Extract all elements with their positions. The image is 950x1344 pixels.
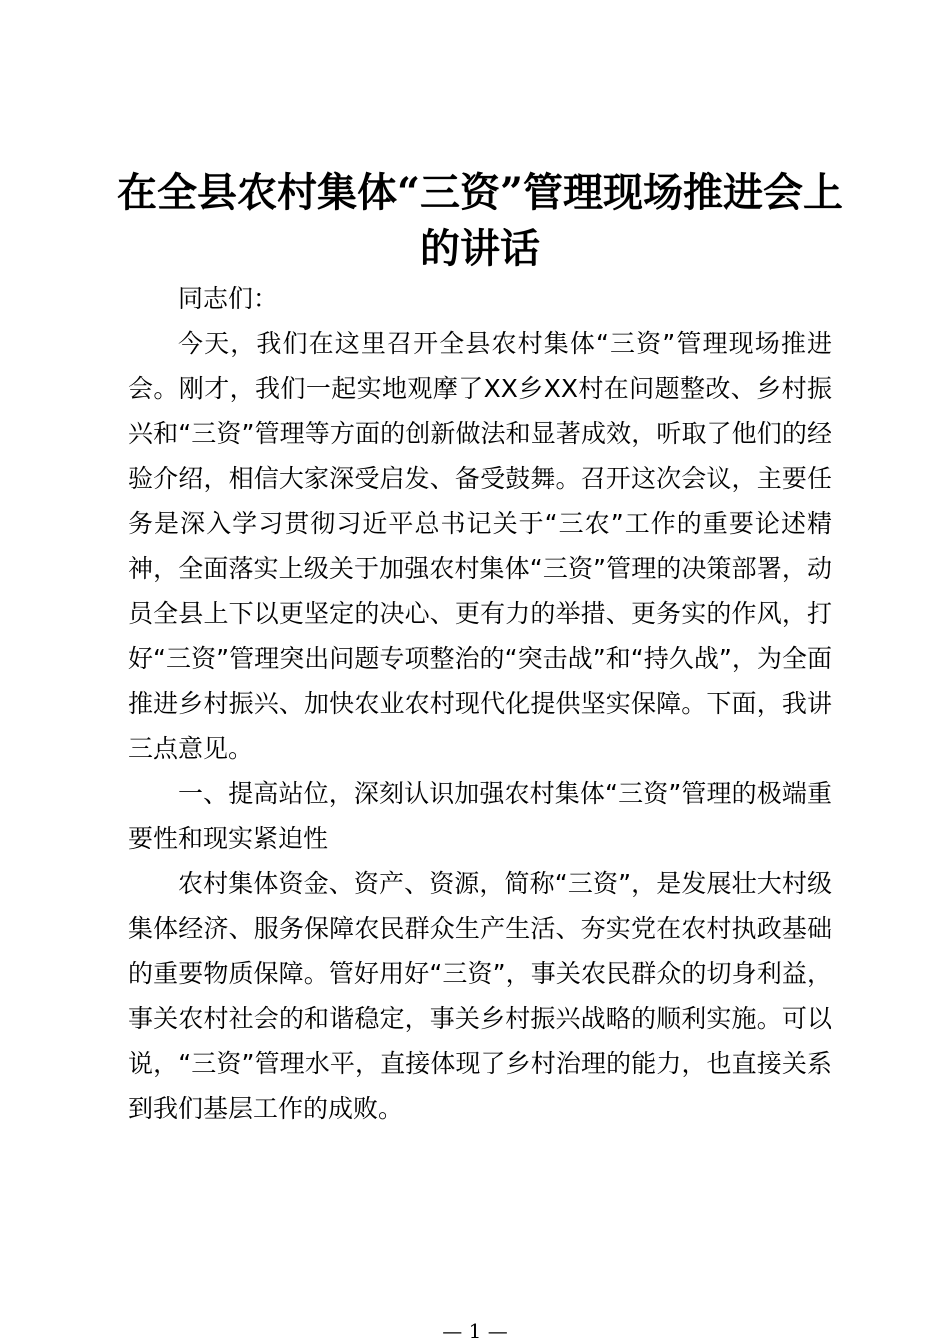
paragraph-intro: 今天，我们在这里召开全县农村集体“三资”管理现场推进会。刚才，我们一起实地观摩了XX乡XX村在问题整改、乡村振兴和“三资”管理等方面的创新做法和显著成效，听取了他们的经验介绍，相信大家深受启发、备受鼓舞。召开这次会议，主要任务是深入学习贯彻习近平总书记关于“三农”工作的重要论述精神，全面落实上级关于加强农村集体“三资”管理的决策部署，动员全县上下以更坚定的决心、更有力的举措、更务实的作风，打好“三资”管理突出问题专项整治的“突击战”和“持久战”，为全面推进乡村振兴、加快农业农村现代化提供坚实保障。下面，我讲三点意见。 [128, 329, 832, 763]
salutation: 同志们： [178, 284, 279, 313]
page-number: — 1 — [442, 1319, 508, 1343]
document-title: 在全县农村集体“三资”管理现场推进会上的讲话 [116, 169, 843, 272]
document-body [128, 276, 832, 1131]
section-heading-1: 一、提高站位，深刻认识加强农村集体“三资”管理的极端重要性和现实紧迫性 [128, 779, 832, 853]
paragraph-section-1: 农村集体资金、资产、资源，简称“三资”，是发展壮大村级集体经济、服务保障农民群众生产生活、夯实党在农村执政基础的重要物质保障。管好用好“三资”，事关农民群众的切身利益，事关农村社会的和谐稳定，事关乡村振兴战略的顺利实施。可以说，“三资”管理水平，直接体现了乡村治理的能力，也直接关系到我们基层工作的成败。 [128, 869, 832, 1123]
